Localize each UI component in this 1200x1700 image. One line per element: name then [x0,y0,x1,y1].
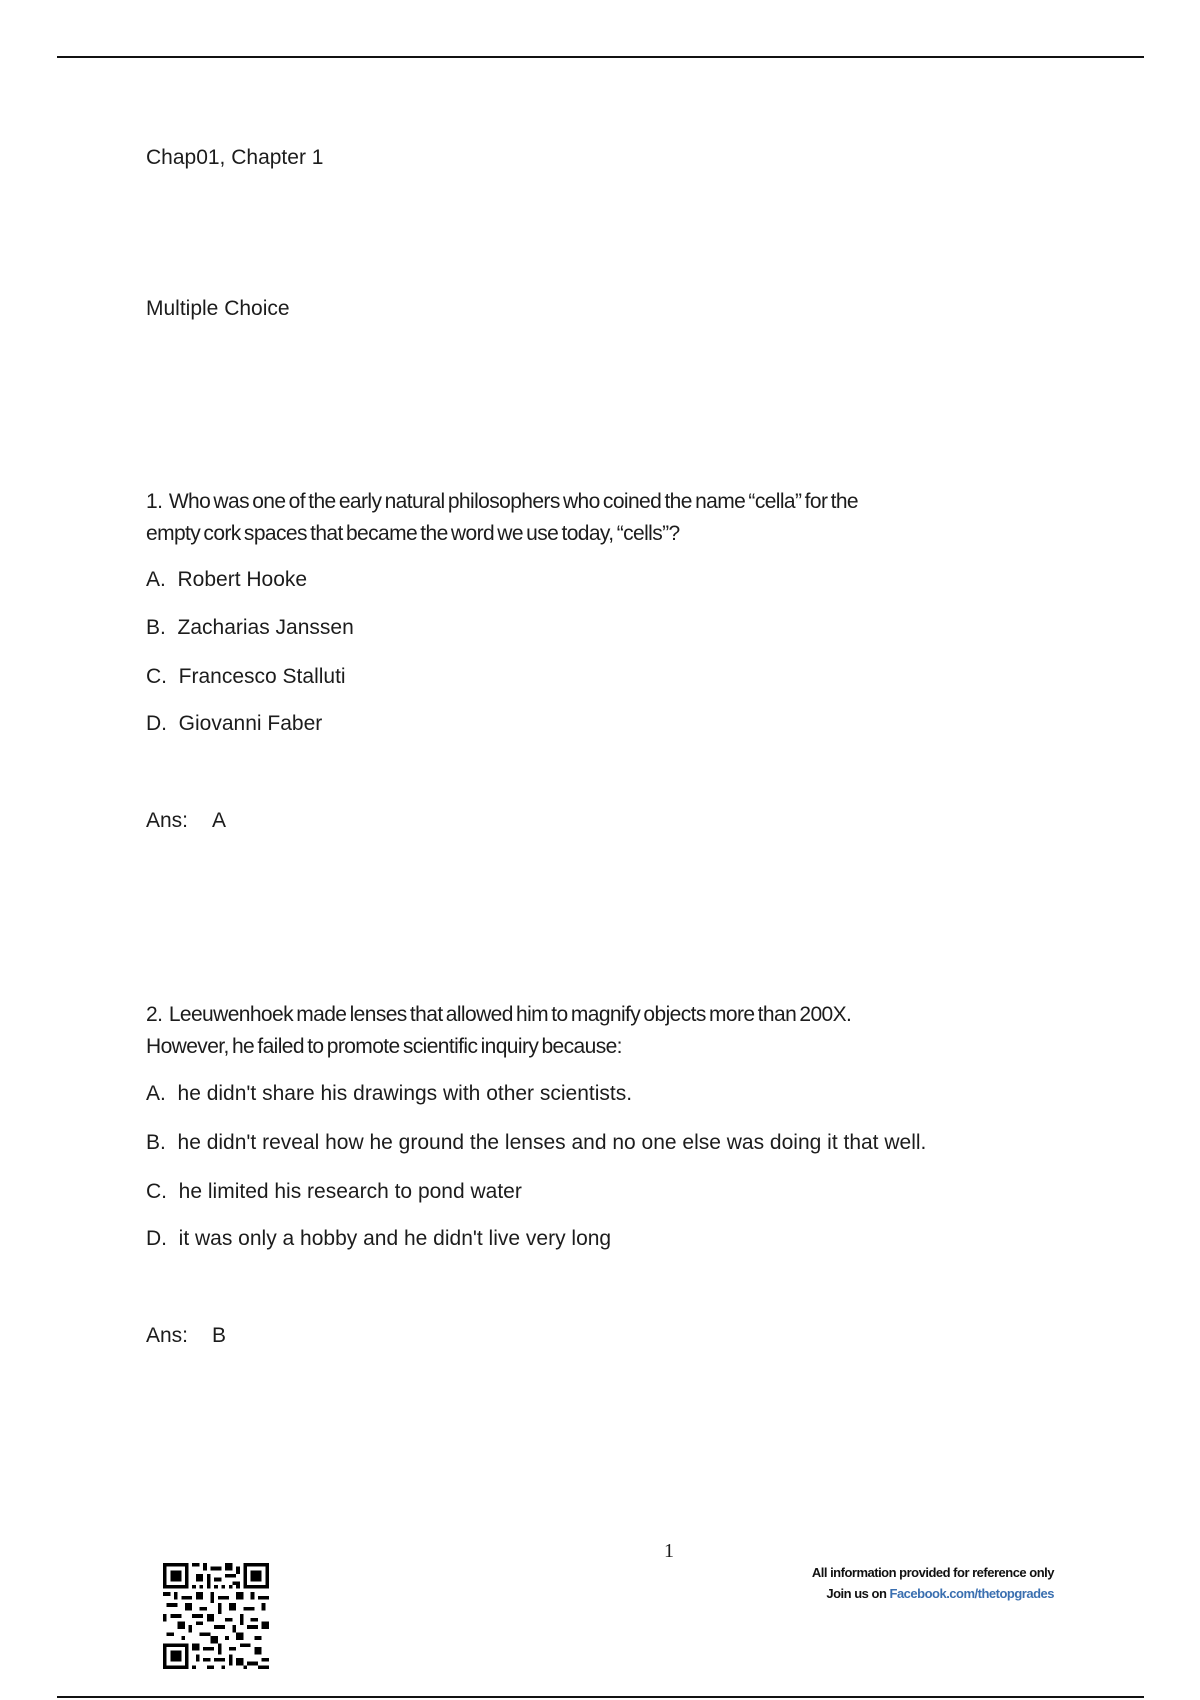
question-1 [146,486,1046,832]
option-letter: D. [146,1227,167,1250]
facebook-link[interactable]: Facebook.com/thetopgrades [889,1586,1054,1601]
section-heading: Multiple Choice [146,297,290,320]
option-letter: A. [146,1082,166,1105]
option-text: he didn't reveal how he ground the lenses and no one else was doing it that well. [177,1131,927,1154]
question-stem-line: However, he failed to promote scientific inquiry because: [146,1035,622,1058]
question-stem-line: empty cork spaces that became the word we use today, “cells”? [146,522,680,545]
option-a [146,567,307,593]
option-letter: B. [146,1131,166,1154]
option-letter: C. [146,1180,167,1203]
option-c [146,1179,522,1205]
footer-join-prefix: Join us on [826,1586,890,1601]
option-b [146,615,354,641]
option-text: it was only a hobby and he didn't live very long [178,1227,612,1250]
question-2 [146,999,1046,1347]
option-letter: C. [146,665,167,688]
option-text: he limited his research to pond water [178,1180,522,1203]
footer-disclaimer: All information provided for reference only [811,1565,1054,1580]
footer-join [812,1583,1054,1604]
question-1-stem [146,486,1046,550]
option-d [146,1226,611,1252]
option-c [146,664,346,690]
option-letter: D. [146,712,167,735]
footer-note [812,1562,1054,1604]
option-d [146,711,322,737]
question-2-stem [146,999,1046,1063]
question-number: 2. [146,1003,163,1026]
qr-code-icon [163,1563,269,1669]
answer-label: Ans: [146,809,189,832]
option-text: Giovanni Faber [178,712,323,735]
answer-line [146,808,226,834]
option-b [146,1130,926,1156]
question-stem-line: Leeuwenhoek made lenses that allowed him to magnify objects more than 200X. [168,1003,852,1026]
answer-value: A [212,809,227,832]
option-text: he didn't share his drawings with other scientists. [177,1082,633,1105]
bottom-rule [57,1696,1144,1698]
top-rule [57,56,1144,58]
option-letter: B. [146,616,166,639]
answer-label: Ans: [146,1324,189,1347]
question-number: 1. [146,490,163,513]
option-a [146,1081,632,1107]
option-text: Robert Hooke [177,568,308,591]
answer-value: B [212,1324,227,1347]
page-number: 1 [664,1540,674,1562]
option-text: Zacharias Janssen [177,616,354,639]
option-letter: A. [146,568,166,591]
question-stem-line: Who was one of the early natural philosophers who coined the name “cella” for the [168,490,858,513]
answer-line [146,1323,226,1349]
chapter-heading: Chap01, Chapter 1 [146,146,324,169]
option-text: Francesco Stalluti [178,665,346,688]
